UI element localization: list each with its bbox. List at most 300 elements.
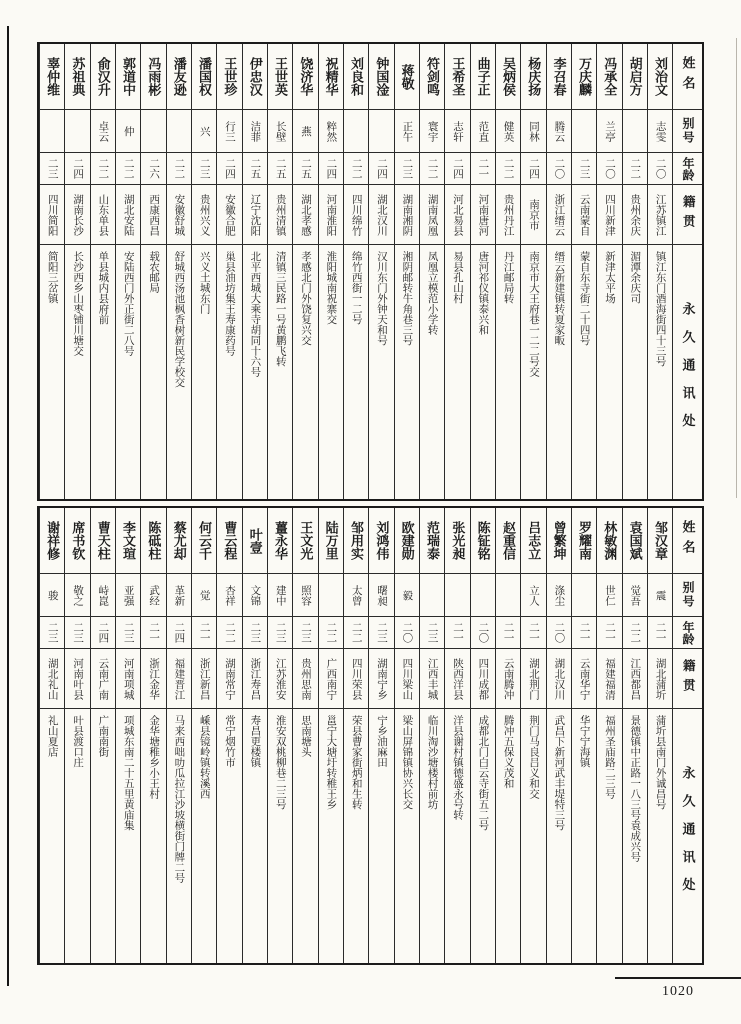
entry-origin: 湖北汉川 bbox=[369, 185, 393, 245]
entry-alias bbox=[623, 110, 647, 153]
entry-age: 二三 bbox=[40, 153, 64, 185]
entry-name: 曹天柱 bbox=[91, 508, 115, 574]
entry-name: 郭道中 bbox=[116, 44, 140, 110]
directory-entry-column bbox=[343, 508, 368, 963]
entry-age: 二二 bbox=[344, 153, 368, 185]
entry-name: 冯雨彬 bbox=[141, 44, 165, 110]
entry-origin: 贵州余庆 bbox=[623, 185, 647, 245]
entry-address: 金华塘稚乡小王村 bbox=[148, 715, 160, 799]
entry-age: 二三 bbox=[395, 153, 419, 185]
entry-address: 蒙自东寺街二十四号 bbox=[578, 251, 590, 346]
entry-address: 简阳三岔镇 bbox=[46, 251, 58, 304]
entry-origin: 江苏镇江 bbox=[648, 185, 672, 245]
entry-alias: 卓云 bbox=[91, 110, 115, 153]
entry-alias bbox=[445, 574, 469, 617]
entry-address: 湘阴邮转牛角巷三号 bbox=[401, 251, 413, 346]
entry-address: 单县城内县府前 bbox=[97, 251, 109, 325]
entry-age: 二二 bbox=[623, 153, 647, 185]
entry-age: 二二 bbox=[344, 617, 368, 649]
entry-address: 宁乡油麻田 bbox=[376, 715, 388, 768]
directory-entry-column bbox=[140, 44, 165, 499]
entry-origin: 湖北汉川 bbox=[547, 649, 571, 709]
entry-alias: 亚强 bbox=[116, 574, 140, 617]
entry-alias: 震 bbox=[648, 574, 672, 617]
entry-age: 二〇 bbox=[471, 617, 495, 649]
entry-origin: 福建福清 bbox=[597, 649, 621, 709]
entry-name: 罗耀南 bbox=[572, 508, 596, 574]
directory-entry-column bbox=[419, 44, 444, 499]
directory-entry-column bbox=[242, 508, 267, 963]
directory-entry-column bbox=[596, 508, 621, 963]
entry-name: 王世英 bbox=[268, 44, 292, 110]
entry-name: 刘良和 bbox=[344, 44, 368, 110]
entry-alias: 涤尘 bbox=[547, 574, 571, 617]
entry-alias: 曙昶 bbox=[369, 574, 393, 617]
entry-origin: 湖北蒲圻 bbox=[648, 649, 672, 709]
entry-name: 俞汉升 bbox=[91, 44, 115, 110]
entry-address: 礼山夏店 bbox=[46, 715, 58, 757]
entry-alias: 武经 bbox=[141, 574, 165, 617]
entry-origin: 湖南凤凰 bbox=[420, 185, 444, 245]
entry-alias bbox=[141, 110, 165, 153]
entry-origin: 四川成都 bbox=[471, 649, 495, 709]
entry-address: 福州圣庙路二三号 bbox=[603, 715, 615, 799]
header-alias: 别号 bbox=[673, 110, 702, 153]
entry-address: 北平西城大乘寺胡同十六号 bbox=[249, 251, 261, 377]
entry-name: 何云千 bbox=[192, 508, 216, 574]
entry-origin: 河北易县 bbox=[445, 185, 469, 245]
entry-origin: 贵州清镇 bbox=[268, 185, 292, 245]
entry-origin: 浙江寿昌 bbox=[243, 649, 267, 709]
entry-address: 巢县油坊集王寿康药号 bbox=[224, 251, 236, 356]
entry-age: 二一 bbox=[521, 617, 545, 649]
entry-alias: 太曾 bbox=[344, 574, 368, 617]
entry-age: 二四 bbox=[91, 617, 115, 649]
entry-address: 南京市大王府巷一二二号交 bbox=[527, 251, 539, 377]
entry-address: 兴义土城东门 bbox=[198, 251, 210, 314]
header-age: 年龄 bbox=[673, 153, 702, 185]
directory-entry-column bbox=[216, 508, 241, 963]
entry-age: 二三 bbox=[420, 617, 444, 649]
entry-alias: 建中 bbox=[268, 574, 292, 617]
directory-entry-column bbox=[191, 508, 216, 963]
directory-entry-column bbox=[292, 44, 317, 499]
entry-name: 辜仲维 bbox=[40, 44, 64, 110]
entry-address: 易县孔山村 bbox=[452, 251, 463, 304]
entry-age: 二四 bbox=[445, 153, 469, 185]
directory-entry-column bbox=[166, 44, 191, 499]
directory-entry-column bbox=[267, 508, 292, 963]
entry-name: 陈砥柱 bbox=[141, 508, 165, 574]
entry-alias: 正午 bbox=[395, 110, 419, 153]
entry-age: 二三 bbox=[192, 153, 216, 185]
entry-age: 二一 bbox=[192, 617, 216, 649]
entry-address: 景德镇中正路一八三号袁成兴号 bbox=[629, 715, 641, 862]
entry-age: 二三 bbox=[116, 617, 140, 649]
header-age: 年龄 bbox=[673, 617, 702, 649]
entry-age: 二〇 bbox=[395, 617, 419, 649]
directory-entry-column bbox=[520, 44, 545, 499]
entry-address: 长沙西乡山枣铺川塘交 bbox=[72, 251, 84, 356]
entry-address: 唐河祁仪镇泰兴和 bbox=[477, 251, 489, 335]
page-number: 1020 bbox=[662, 984, 694, 999]
entry-age: 二六 bbox=[141, 153, 165, 185]
directory-table-bottom bbox=[37, 506, 704, 965]
directory-entry-column bbox=[470, 508, 495, 963]
entry-address: 孝感北门外饶复兴交 bbox=[300, 251, 312, 346]
entry-address: 清镇三民路一号黄鹏飞转 bbox=[274, 251, 286, 367]
entry-age: 二三 bbox=[65, 617, 89, 649]
entry-age: 二二 bbox=[319, 617, 343, 649]
entry-name: 欧建勋 bbox=[395, 508, 419, 574]
entry-origin: 云南华宁 bbox=[572, 649, 596, 709]
entry-alias: 革新 bbox=[167, 574, 191, 617]
entry-alias: 健英 bbox=[496, 110, 520, 153]
entry-origin: 云南广南 bbox=[91, 649, 115, 709]
entry-alias: 杏祥 bbox=[217, 574, 241, 617]
entry-age: 二〇 bbox=[547, 617, 571, 649]
entry-origin: 陕西洋县 bbox=[445, 649, 469, 709]
entry-origin: 湖北孝感 bbox=[293, 185, 317, 245]
entry-alias bbox=[65, 110, 89, 153]
entry-name: 袁国斌 bbox=[623, 508, 647, 574]
entry-origin: 贵州丹江 bbox=[496, 185, 520, 245]
entry-alias: 粹然 bbox=[319, 110, 343, 153]
directory-entry-column bbox=[368, 44, 393, 499]
entry-name: 谢祥修 bbox=[40, 508, 64, 574]
entry-alias bbox=[572, 574, 596, 617]
entry-address: 新津太平场 bbox=[603, 251, 615, 304]
entry-alias: 寰宇 bbox=[420, 110, 444, 153]
entry-address: 成都北门白云寺街五二号 bbox=[477, 715, 489, 831]
entry-name: 杨庆扬 bbox=[521, 44, 545, 110]
entry-age: 二〇 bbox=[597, 153, 621, 185]
entry-address: 马来西咄叻瓜拉江沙坡横街门牌二号 bbox=[173, 715, 185, 883]
scan-artifact-line bbox=[736, 38, 737, 498]
entry-alias: 毅 bbox=[395, 574, 419, 617]
entry-age: 二一 bbox=[496, 617, 520, 649]
entry-name: 刘治文 bbox=[648, 44, 672, 110]
entry-name: 饶济华 bbox=[293, 44, 317, 110]
entry-name: 李文瑄 bbox=[116, 508, 140, 574]
entry-name: 范瑞泰 bbox=[420, 508, 444, 574]
entry-age: 二二 bbox=[91, 153, 115, 185]
directory-entry-column bbox=[318, 44, 343, 499]
entry-alias: 立人 bbox=[521, 574, 545, 617]
directory-entry-column bbox=[394, 508, 419, 963]
entry-alias bbox=[572, 110, 596, 153]
entry-address: 绵竹西街一二号 bbox=[350, 251, 362, 325]
entry-alias bbox=[40, 110, 64, 153]
entry-alias bbox=[471, 574, 495, 617]
header-name: 姓名 bbox=[673, 44, 702, 110]
directory-entry-column bbox=[596, 44, 621, 499]
entry-alias: 文锦 bbox=[243, 574, 267, 617]
directory-entry-column bbox=[115, 44, 140, 499]
entry-origin: 河南项城 bbox=[116, 649, 140, 709]
entry-name: 邹用实 bbox=[344, 508, 368, 574]
entry-address: 湄潭余庆司 bbox=[629, 251, 641, 304]
directory-entry-column bbox=[115, 508, 140, 963]
entry-origin: 湖北安陆 bbox=[116, 185, 140, 245]
entry-address: 丹江邮局转 bbox=[502, 251, 514, 304]
entry-address: 镇江东门酒海街四十三号 bbox=[654, 251, 666, 367]
entry-origin: 贵州思南 bbox=[293, 649, 317, 709]
entry-alias: 行三 bbox=[217, 110, 241, 153]
entry-origin: 河南叶县 bbox=[65, 649, 89, 709]
entry-origin: 江西丰城 bbox=[420, 649, 444, 709]
entry-alias bbox=[344, 110, 368, 153]
entry-name: 潘友逊 bbox=[167, 44, 191, 110]
directory-entry-column bbox=[495, 508, 520, 963]
entry-address: 安陆西门外正街二八号 bbox=[122, 251, 134, 356]
entry-origin: 湖南湘阴 bbox=[395, 185, 419, 245]
entry-alias: 觉吾 bbox=[623, 574, 647, 617]
directory-entry-column bbox=[267, 44, 292, 499]
header-alias: 别号 bbox=[673, 574, 702, 617]
entry-origin: 云南腾冲 bbox=[496, 649, 520, 709]
entry-address: 华宁宁海镇 bbox=[578, 715, 590, 768]
entry-alias: 志雯 bbox=[648, 110, 672, 153]
entry-age: 二四 bbox=[521, 153, 545, 185]
entry-age: 二一 bbox=[597, 617, 621, 649]
entry-name: 刘鸿伟 bbox=[369, 508, 393, 574]
entry-alias: 世仁 bbox=[597, 574, 621, 617]
entry-address: 嵊县镜岭镇转溪西 bbox=[198, 715, 210, 799]
entry-name: 陈钲铭 bbox=[471, 508, 495, 574]
directory-entry-column bbox=[64, 508, 89, 963]
directory-entry-column bbox=[419, 508, 444, 963]
scan-edge-line bbox=[7, 26, 9, 986]
entry-origin: 河南唐河 bbox=[471, 185, 495, 245]
directory-entry-column bbox=[571, 44, 596, 499]
entry-name: 席书钦 bbox=[65, 508, 89, 574]
entry-origin: 广西南宁 bbox=[319, 649, 343, 709]
entry-age: 二一 bbox=[471, 153, 495, 185]
entry-name: 张光昶 bbox=[445, 508, 469, 574]
entry-origin: 湖北荆门 bbox=[521, 649, 545, 709]
directory-entry-column bbox=[647, 508, 672, 963]
entry-age: 二四 bbox=[217, 153, 241, 185]
entry-origin: 安徽舒城 bbox=[167, 185, 191, 245]
entry-name: 曲子正 bbox=[471, 44, 495, 110]
entry-name: 邹汉章 bbox=[648, 508, 672, 574]
entry-origin: 云南蒙自 bbox=[572, 185, 596, 245]
entry-age: 二二 bbox=[496, 153, 520, 185]
directory-entry-column bbox=[90, 508, 115, 963]
entry-name: 薑永华 bbox=[268, 508, 292, 574]
entry-origin: 浙江缙云 bbox=[547, 185, 571, 245]
entry-alias: 腾云 bbox=[547, 110, 571, 153]
directory-entry-column bbox=[343, 44, 368, 499]
directory-table-top bbox=[37, 42, 704, 501]
entry-name: 曹云程 bbox=[217, 508, 241, 574]
entry-address: 汉川东门外钟天和号 bbox=[376, 251, 388, 346]
entry-origin: 河南淮阳 bbox=[319, 185, 343, 245]
directory-entry-column bbox=[39, 44, 64, 499]
entry-name: 王文光 bbox=[293, 508, 317, 574]
entry-alias bbox=[167, 110, 191, 153]
directory-entry-column bbox=[368, 508, 393, 963]
entry-age: 二二 bbox=[167, 153, 191, 185]
entry-age: 二二 bbox=[217, 617, 241, 649]
entry-origin: 四川荣县 bbox=[344, 649, 368, 709]
entry-origin: 四川新津 bbox=[597, 185, 621, 245]
table-header-column bbox=[672, 44, 702, 499]
entry-origin: 福建晋江 bbox=[167, 649, 191, 709]
entry-age: 二三 bbox=[572, 153, 596, 185]
entry-name: 潘国权 bbox=[192, 44, 216, 110]
entry-name: 李召春 bbox=[547, 44, 571, 110]
directory-entry-column bbox=[647, 44, 672, 499]
entry-age: 二四 bbox=[65, 153, 89, 185]
entry-name: 蒋敬 bbox=[395, 44, 419, 110]
directory-entry-column bbox=[64, 44, 89, 499]
directory-entry-column bbox=[39, 508, 64, 963]
page-footer bbox=[615, 977, 741, 1000]
entry-alias: 觉 bbox=[192, 574, 216, 617]
entry-name: 苏祖典 bbox=[65, 44, 89, 110]
directory-entry-column bbox=[444, 508, 469, 963]
entry-name: 祝精华 bbox=[319, 44, 343, 110]
entry-alias: 范直 bbox=[471, 110, 495, 153]
entry-origin: 湖北礼山 bbox=[40, 649, 64, 709]
entry-alias: 同林 bbox=[521, 110, 545, 153]
header-origin: 籍贯 bbox=[673, 185, 702, 245]
directory-entry-column bbox=[546, 508, 571, 963]
entry-age: 二五 bbox=[293, 153, 317, 185]
entry-name: 吕志立 bbox=[521, 508, 545, 574]
entry-address: 洋县谢村镇德盛永号转 bbox=[452, 715, 463, 820]
entry-name: 叶壹 bbox=[243, 508, 267, 574]
entry-name: 符剑鸣 bbox=[420, 44, 444, 110]
entry-address: 舒城西汤池枫香树新民学校交 bbox=[173, 251, 185, 388]
entry-name: 王希圣 bbox=[445, 44, 469, 110]
entry-age: 二一 bbox=[572, 617, 596, 649]
entry-name: 钟国淦 bbox=[369, 44, 393, 110]
entry-alias: 兴 bbox=[192, 110, 216, 153]
directory-entry-column bbox=[216, 44, 241, 499]
entry-address: 常宁烟竹市 bbox=[224, 715, 236, 768]
entry-name: 王世珍 bbox=[217, 44, 241, 110]
entry-age: 二三 bbox=[293, 617, 317, 649]
directory-entry-column bbox=[90, 44, 115, 499]
entry-alias bbox=[420, 574, 444, 617]
entry-origin: 四川简阳 bbox=[40, 185, 64, 245]
entry-age: 二二 bbox=[623, 617, 647, 649]
entry-address: 思南塘头 bbox=[300, 715, 312, 757]
entry-age: 二三 bbox=[243, 617, 267, 649]
entry-origin: 贵州兴义 bbox=[192, 185, 216, 245]
entry-age: 二三 bbox=[40, 617, 64, 649]
entry-origin: 安徽合肥 bbox=[217, 185, 241, 245]
entry-origin: 湖南长沙 bbox=[65, 185, 89, 245]
entry-age: 二二 bbox=[420, 153, 444, 185]
entry-age: 二五 bbox=[268, 153, 292, 185]
entry-address: 武昌下新河武丰堤特三号 bbox=[553, 715, 565, 831]
entry-address: 寿昌更楼镇 bbox=[249, 715, 261, 768]
entry-alias bbox=[496, 574, 520, 617]
header-origin: 籍贯 bbox=[673, 649, 702, 709]
entry-name: 赵重信 bbox=[496, 508, 520, 574]
entry-address: 荣县曹家街炳和生转 bbox=[350, 715, 362, 810]
entry-address: 项城东南二十五里黄庙集 bbox=[122, 715, 134, 831]
directory-entry-column bbox=[242, 44, 267, 499]
directory-entry-column bbox=[571, 508, 596, 963]
entry-address: 淮安双桃柳巷二三号 bbox=[274, 715, 286, 810]
entry-name: 胡启方 bbox=[623, 44, 647, 110]
entry-address: 淮阳城南祝寨交 bbox=[325, 251, 337, 325]
directory-entry-column bbox=[292, 508, 317, 963]
entry-alias bbox=[369, 110, 393, 153]
entry-origin: 山东单县 bbox=[91, 185, 115, 245]
entry-alias: 敬之 bbox=[65, 574, 89, 617]
directory-entry-column bbox=[191, 44, 216, 499]
entry-origin: 南京市 bbox=[521, 185, 545, 245]
entry-age: 二四 bbox=[319, 153, 343, 185]
entry-name: 林敏渊 bbox=[597, 508, 621, 574]
entry-address: 梁山屏锦镇协兴长交 bbox=[401, 715, 413, 810]
entry-origin: 辽宁沈阳 bbox=[243, 185, 267, 245]
entry-address: 凤凰立模范小学转 bbox=[426, 251, 438, 335]
directory-entry-column bbox=[394, 44, 419, 499]
entry-alias: 洁菲 bbox=[243, 110, 267, 153]
directory-entry-column bbox=[495, 44, 520, 499]
directory-entry-column bbox=[470, 44, 495, 499]
directory-entry-column bbox=[520, 508, 545, 963]
header-address: 永久通讯处 bbox=[680, 302, 696, 442]
directory-entry-column bbox=[166, 508, 191, 963]
entry-address: 腾冲五保义茂和 bbox=[502, 715, 514, 789]
entry-age: 二三 bbox=[268, 617, 292, 649]
table-header-column bbox=[672, 508, 702, 963]
entry-address: 载农邮局 bbox=[148, 251, 160, 293]
entry-alias: 兰亭 bbox=[597, 110, 621, 153]
entry-age: 二四 bbox=[167, 617, 191, 649]
entry-address: 邕宁大塘圩转稚王乡 bbox=[325, 715, 337, 810]
directory-entry-column bbox=[140, 508, 165, 963]
entry-name: 吴炳侯 bbox=[496, 44, 520, 110]
entry-age: 二一 bbox=[141, 617, 165, 649]
entry-address: 临川淘沙塘楼村前坊 bbox=[426, 715, 438, 810]
entry-age: 二〇 bbox=[547, 153, 571, 185]
entry-origin: 四川绵竹 bbox=[344, 185, 368, 245]
entry-name: 万庆麟 bbox=[572, 44, 596, 110]
entry-alias: 照容 bbox=[293, 574, 317, 617]
entry-origin: 四川梁山 bbox=[395, 649, 419, 709]
entry-name: 陆万里 bbox=[319, 508, 343, 574]
entry-origin: 浙江金华 bbox=[141, 649, 165, 709]
entry-age: 二四 bbox=[369, 153, 393, 185]
header-address: 永久通讯处 bbox=[680, 766, 696, 906]
entry-age: 二二 bbox=[116, 153, 140, 185]
entry-origin: 湖南常宁 bbox=[217, 649, 241, 709]
header-name: 姓名 bbox=[673, 508, 702, 574]
entry-age: 二一 bbox=[445, 617, 469, 649]
entry-alias: 骏 bbox=[40, 574, 64, 617]
entry-address: 荆门马良吕义和交 bbox=[527, 715, 539, 799]
entry-name: 蔡尤却 bbox=[167, 508, 191, 574]
entry-address: 缙云新建镇转夏家畈 bbox=[553, 251, 565, 346]
entry-origin: 湖南宁乡 bbox=[369, 649, 393, 709]
entry-origin: 江苏淮安 bbox=[268, 649, 292, 709]
entry-alias: 长壁 bbox=[268, 110, 292, 153]
entry-address: 蒲圻县南门外诚昌号 bbox=[654, 715, 666, 810]
entry-alias: 峙崑 bbox=[91, 574, 115, 617]
entry-origin: 西康西昌 bbox=[141, 185, 165, 245]
directory-entry-column bbox=[444, 44, 469, 499]
entry-alias: 志轩 bbox=[445, 110, 469, 153]
